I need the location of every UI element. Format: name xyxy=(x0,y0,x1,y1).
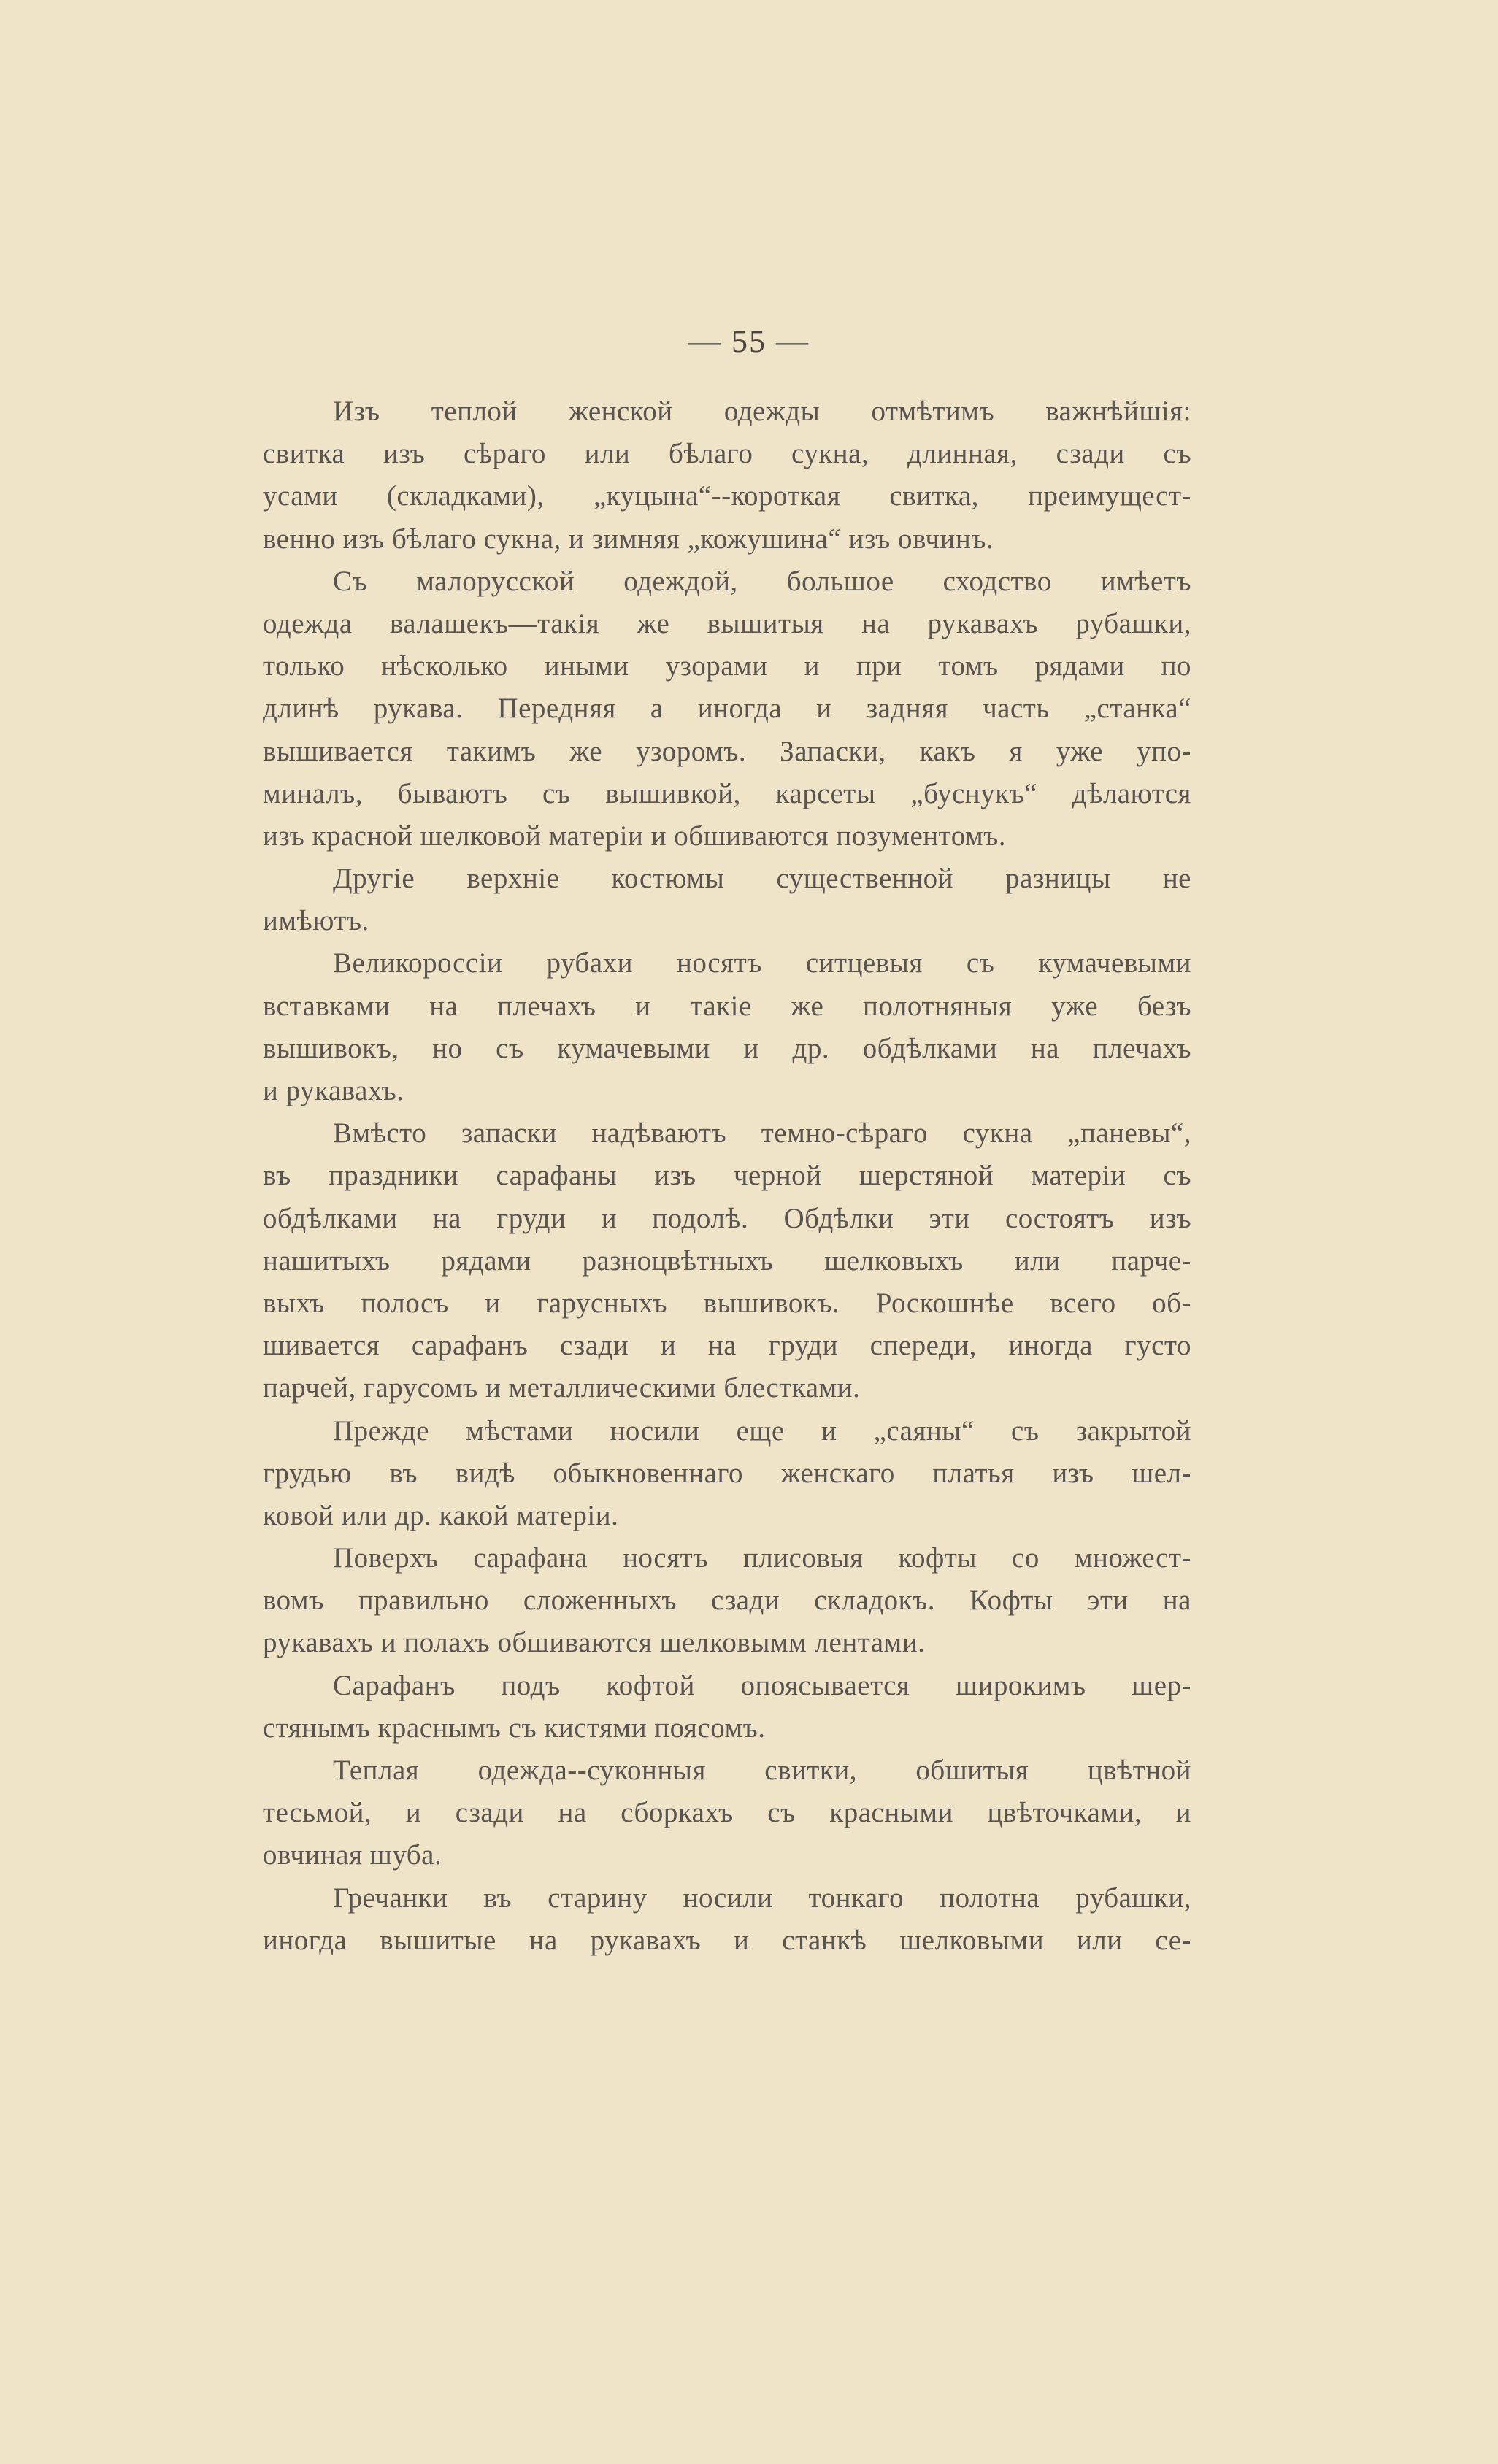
text-line: въ праздники сарафаны изъ черной шерстяной матеріи съ xyxy=(263,1160,1191,1192)
text-line: и рукавахъ. xyxy=(263,1075,404,1106)
text-line: изъ красной шелковой матеріи и обшиваются позументомъ. xyxy=(263,820,1007,852)
paragraph xyxy=(263,1537,1191,1665)
paragraph xyxy=(263,1877,1191,1962)
paragraph xyxy=(263,1665,1191,1749)
text-line: овчиная шуба. xyxy=(263,1839,442,1871)
text-line: рукавахъ и полахъ обшиваются шелковымм лентами. xyxy=(263,1627,926,1659)
text-line: венно изъ бѣлаго сукна, и зимняя „кожушина“ изъ овчинъ. xyxy=(263,523,994,555)
text-line: миналъ, бываютъ съ вышивкой, карсеты „буснукъ“ дѣлаются xyxy=(263,777,1191,809)
page-number: — 55 — xyxy=(688,323,810,359)
text-line: грудью въ видѣ обыкновеннаго женскаго платья изъ шел- xyxy=(263,1457,1191,1489)
text-line: ковой или др. какой матеріи. xyxy=(263,1499,619,1531)
text-line: Вмѣсто запаски надѣваютъ темно-сѣраго сукна „паневы“, xyxy=(333,1117,1191,1150)
text-line: Сарафанъ подъ кофтой опоясывается широкимъ шер- xyxy=(333,1669,1191,1701)
body-text xyxy=(263,390,1191,1962)
text-line: Гречанки въ старину носили тонкаго полотна рубашки, xyxy=(333,1882,1191,1914)
text-line: нашитыхъ рядами разноцвѣтныхъ шелковыхъ или парче- xyxy=(263,1244,1191,1277)
paragraph xyxy=(263,561,1191,858)
paragraph xyxy=(263,1410,1191,1538)
text-line: обдѣлками на груди и подолѣ. Обдѣлки эти состоятъ изъ xyxy=(263,1202,1191,1234)
text-line: стянымъ краснымъ съ кистями поясомъ. xyxy=(263,1712,766,1744)
text-line: Поверхъ сарафана носятъ плисовыя кофты со множест- xyxy=(333,1542,1191,1574)
paragraph xyxy=(263,390,1191,561)
paragraph xyxy=(263,1112,1191,1409)
paragraph xyxy=(263,858,1191,942)
text-line: длинѣ рукава. Передняя а иногда и задняя часть „станка“ xyxy=(263,693,1191,725)
text-line: усами (складками), „куцына“--короткая свитка, преимущест- xyxy=(263,480,1191,512)
text-line: Великороссіи рубахи носятъ ситцевыя съ кумачевыми xyxy=(333,947,1191,979)
text-line: иногда вышитые на рукавахъ и станкѣ шелковыми или се- xyxy=(263,1924,1191,1956)
text-line: только нѣсколько иными узорами и при томъ рядами по xyxy=(263,650,1191,682)
text-line: Прежде мѣстами носили еще и „саяны“ съ закрытой xyxy=(333,1414,1191,1447)
text-line: Съ малорусской одеждой, большое сходство имѣетъ xyxy=(333,565,1191,597)
text-line: одежда валашекъ—такія же вышитыя на рукавахъ рубашки, xyxy=(263,607,1191,639)
text-line: тесьмой, и сзади на сборкахъ съ красными цвѣточками, и xyxy=(263,1797,1191,1829)
paragraph xyxy=(263,942,1191,1112)
text-line: Другіе верхніе костюмы существенной разницы не xyxy=(333,863,1191,895)
text-line: шивается сарафанъ сзади и на груди спереди, иногда густо xyxy=(263,1330,1191,1362)
text-line: свитка изъ сѣраго или бѣлаго сукна, длинная, сзади съ xyxy=(263,438,1191,470)
text-line: вомъ правильно сложенныхъ сзади складокъ. Кофты эти на xyxy=(263,1585,1191,1617)
paragraph xyxy=(263,1749,1191,1877)
text-line: парчей, гарусомъ и металлическими блестками. xyxy=(263,1372,861,1404)
text-line: имѣютъ. xyxy=(263,905,369,937)
text-line: выхъ полосъ и гарусныхъ вышивокъ. Роскошнѣе всего об- xyxy=(263,1287,1191,1319)
text-line: вышивается такимъ же узоромъ. Запаски, какъ я уже упо- xyxy=(263,735,1191,767)
text-line: вставками на плечахъ и такіе же полотняныя уже безъ xyxy=(263,990,1191,1022)
text-line: Теплая одежда--суконныя свитки, обшитыя цвѣтной xyxy=(333,1755,1191,1786)
text-line: Изъ теплой женской одежды отмѣтимъ важнѣйшія: xyxy=(333,396,1191,427)
text-line: вышивокъ, но съ кумачевыми и др. обдѣлками на плечахъ xyxy=(263,1032,1191,1064)
